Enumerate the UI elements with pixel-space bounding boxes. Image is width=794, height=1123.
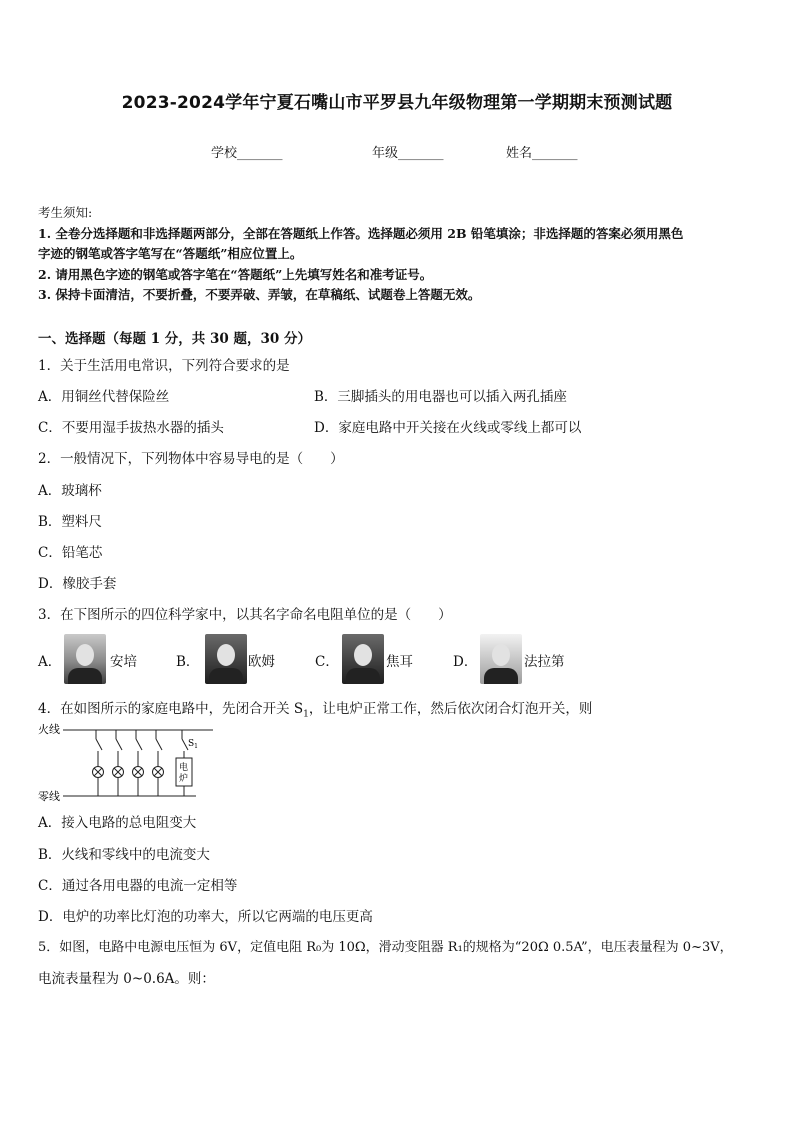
household-circuit-diagram: [38, 722, 218, 804]
q2-stem: 2．一般情况下，下列物体中容易导电的是（ ）: [38, 451, 344, 467]
note-item: 字迹的钢笔或答字笔写在“答题纸”相应位置上。: [38, 246, 303, 261]
q4-stem-text-end: ，让电炉正常工作，然后依次闭合灯泡开关，则: [308, 701, 593, 717]
q5-stem-line1: 5．如图，电路中电源电压恒为 6V，定值电阻 R₀为 10Ω，滑动变阻器 R₁的规格为“20Ω 0.5A”，电压表量程为 0~3V，: [38, 940, 733, 955]
q1-option-d: D．家庭电路中开关接在火线或零线上都可以: [314, 420, 582, 436]
q2-option-d: D．橡胶手套: [38, 576, 117, 592]
portrait-ohm: [205, 634, 247, 684]
q2-option-c: C．铅笔芯: [38, 545, 103, 561]
note-item: 2. 请用黑色字迹的钢笔或答字笔在“答题纸”上先填写姓名和准考证号。: [38, 266, 433, 282]
q3-stem: 3．在下图所示的四位科学家中，以其名字命名电阻单位的是（ ）: [38, 607, 452, 623]
note-item: 1. 全卷分选择题和非选择题两部分，全部在答题纸上作答。选择题必须用 2B 铅笔填涂；非选择题的答案必须用黑色: [38, 225, 684, 241]
q4-stem-subscript: 1: [303, 709, 309, 720]
q3-option-c-label: C．: [315, 654, 339, 670]
q4-option-b: B．火线和零线中的电流变大: [38, 847, 210, 863]
q1-option-a: A．用铜丝代替保险丝: [38, 389, 170, 405]
q1-option-b: B．三脚插头的用电器也可以插入两孔插座: [314, 389, 567, 405]
grade-field: 年级_______: [372, 146, 444, 161]
q1-option-c: C．不要用湿手拔热水器的插头: [38, 420, 224, 436]
q3-option-b-label: B．: [176, 654, 200, 670]
q1-stem: 1．关于生活用电常识，下列符合要求的是: [38, 358, 290, 374]
note-item: 3. 保持卡面清洁，不要折叠，不要弄破、弄皱，在草稿纸、试题卷上答题无效。: [38, 287, 481, 302]
q3-option-b-name: 欧姆: [248, 654, 275, 670]
switch-s1-label: $S_1$: [188, 739, 198, 750]
q3-option-a-label: A．: [38, 654, 62, 670]
exam-notes: [38, 203, 758, 306]
q5-stem-line2: 电流表量程为 0~0.6A。则：: [38, 971, 215, 987]
portrait-joule: [342, 634, 384, 684]
stove-label-1: 电: [179, 763, 189, 773]
school-field: 学校_______: [211, 146, 283, 161]
page-title: 2023-2024学年宁夏石嘴山市平罗县九年级物理第一学期期末预测试题: [121, 93, 673, 113]
section-heading: 一、选择题（每题 1 分，共 30 题，30 分）: [38, 331, 311, 347]
notes-heading: 考生须知:: [38, 205, 93, 220]
q3-option-d-label: D．: [453, 654, 478, 670]
q4-option-d: D．电炉的功率比灯泡的功率大，所以它两端的电压更高: [38, 909, 373, 925]
q3-option-a-name: 安培: [110, 654, 137, 670]
q3-option-d-name: 法拉第: [524, 654, 565, 670]
q2-option-a: A．玻璃杯: [38, 483, 102, 499]
q4-stem-text: 4．在如图所示的家庭电路中，先闭合开关 S: [38, 701, 304, 717]
q4-stem: [38, 697, 592, 720]
q4-option-c: C．通过各用电器的电流一定相等: [38, 878, 238, 894]
q3-option-c-name: 焦耳: [386, 654, 413, 670]
name-field: 姓名_______: [506, 146, 578, 161]
portrait-faraday: [480, 634, 522, 684]
neutral-wire-label: 零线: [38, 790, 60, 803]
stove-label-2: 炉: [179, 774, 189, 784]
q4-option-a: A．接入电路的总电阻变大: [38, 815, 197, 831]
portrait-ampere: [64, 634, 106, 684]
q2-option-b: B．塑料尺: [38, 514, 102, 530]
live-wire-label: 火线: [38, 723, 60, 736]
